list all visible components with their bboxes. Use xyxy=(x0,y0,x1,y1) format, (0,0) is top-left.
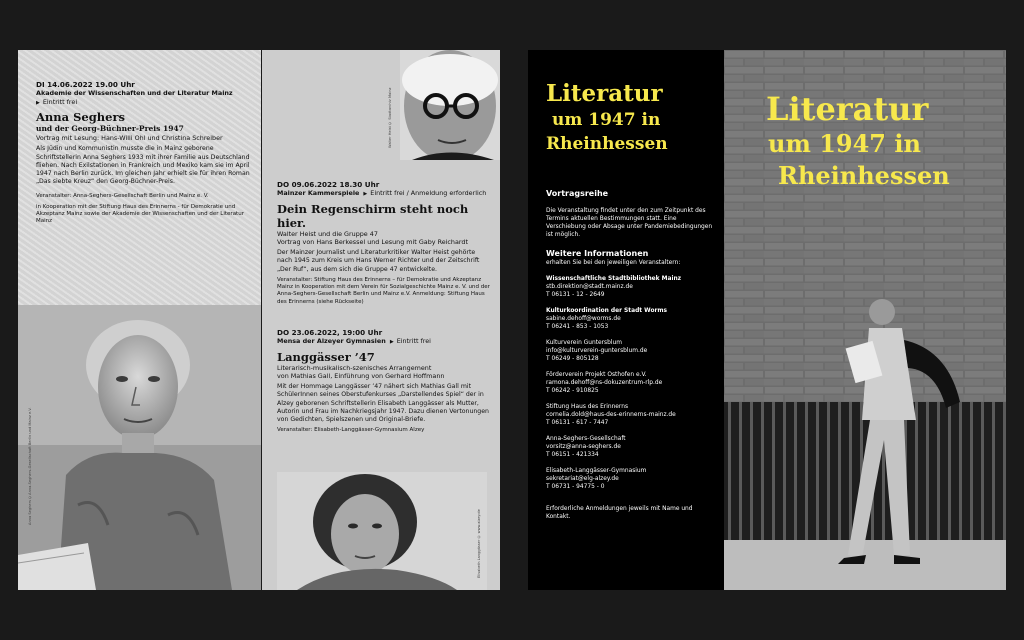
contact-email[interactable]: info@kulturverein-guntersblum.de xyxy=(546,348,648,354)
contact-phone: T 06131 - 12 - 2649 xyxy=(546,292,605,298)
series-heading: Vortragsreihe xyxy=(546,189,609,198)
event-description: Mit der Hommage Langgässer ’47 nähert sich Mathias Gall mit SchülerInnen seines Oberstufenkurses „Darstellendes Spiel“ der in Alzey geborenen Schriftstellerin Elisabeth Langgässer als Mutter, Autorin und Frau im Nachkriegsjahr 1947. Dazu dienen Vertonungen von Gedichten, Spielszenen und Original-Briefe. xyxy=(277,383,489,423)
contact-name: Stiftung Haus des Erinnerns xyxy=(546,404,629,410)
event-organizer: Veranstalter: Anna-Seghers-Gesellschaft Berlin und Mainz e. V. xyxy=(36,193,209,200)
portrait-woman-image xyxy=(18,305,261,590)
event-title: Langgässer ’47 xyxy=(277,349,375,364)
contact-entry xyxy=(546,371,714,395)
event-organizer: Veranstalter: Elisabeth-Langgässer-Gymnasium Alzey xyxy=(277,427,425,434)
anna-seghers-photo xyxy=(18,305,261,590)
title-line-2: um 1947 in xyxy=(768,129,921,158)
registration-note: Erforderliche Anmeldungen jeweils mit Name und Kontakt. xyxy=(546,506,693,520)
triangle-right-icon: ▶ xyxy=(36,99,40,106)
panel-info xyxy=(528,50,724,590)
event-venue-line: Mainzer Kammerspiele ▶ Eintritt frei / Anmeldung erforderlich xyxy=(277,189,487,197)
contact-phone: T 06249 - 805128 xyxy=(546,356,599,362)
event-venue-line: Mensa der Alzeyer Gymnasien ▶ Eintritt frei xyxy=(277,337,431,345)
contact-name: Förderverein Projekt Osthofen e.V. xyxy=(546,372,647,378)
portrait-man-glasses-image xyxy=(262,50,500,160)
info-heading: Weitere Informationen xyxy=(546,249,649,258)
contact-email[interactable]: sabine.dehoff@worms.de xyxy=(546,316,621,322)
contact-entry xyxy=(546,275,714,299)
event-title: Dein Regenschirm steht noch hier. xyxy=(277,201,469,230)
contact-email[interactable]: vorsitz@anna-seghers.de xyxy=(546,444,621,450)
contact-entry xyxy=(546,307,714,331)
contact-entry xyxy=(546,403,714,427)
contact-list xyxy=(546,275,714,491)
event-description: Der Mainzer Journalist und Literaturkritiker Walter Heist gehörte nach 1945 zum Kreis um Hans Werner Richter und der Zeitschrift „Der Ruf“, aus dem sich die Gruppe 47 entwickelte. xyxy=(277,249,480,273)
contact-phone: T 06242 - 910825 xyxy=(546,388,599,394)
event-description: Als Jüdin und Kommunistin musste die in Mainz geborene Schriftstellerin Anna Seghers 1933 mit ihrer Familie aus Deutschland fliehen. Nach Exilstationen in Frankreich und Mexiko kam sie im April 1947 nach Berlin zurück. Im gleichen Jahr erhielt sie für ihren Roman „Das siebte Kreuz“ den Georg-Büchner-Preis. xyxy=(36,145,250,186)
info-block xyxy=(546,189,714,521)
event-organizer: Veranstalter: Stiftung Haus des Erinnerns – für Demokratie und Akzeptanz Mainz in Kooperation mit dem Verein für Sozialgeschichte Mainz e. V. und der Anna-Seghers-Gesellschaft Berlin und Mainz e.V. Anmeldung: Stiftung Haus des Erinnerns (siehe Rückseite) xyxy=(277,276,490,305)
contact-phone: T 06241 - 853 - 1053 xyxy=(546,324,609,330)
event-regenschirm xyxy=(277,180,492,306)
contact-entry xyxy=(546,435,714,459)
event-format: Vortrag mit Lesung: Hans-Willi Ohl und Christina Schreiber xyxy=(36,134,223,142)
contact-email[interactable]: cornelia.dold@haus-des-erinnerns-mainz.de xyxy=(546,412,676,418)
elisabeth-langgaesser-photo xyxy=(277,472,487,590)
title-line-2: um 1947 in xyxy=(552,110,661,130)
event-anna-seghers xyxy=(36,80,252,226)
walter-heist-photo xyxy=(262,50,500,160)
info-sub: erhalten Sie bei den jeweiligen Veranstaltern: xyxy=(546,260,681,266)
title-line-3: Rheinhessen xyxy=(778,161,950,190)
contact-name: Kulturkoordination der Stadt Worms xyxy=(546,308,668,314)
series-title xyxy=(546,80,668,156)
photo-credit: Elisabeth Langgässer © www.alzey.de xyxy=(477,509,481,578)
panel-anna-seghers xyxy=(18,50,261,590)
contact-name: Elisabeth-Langgässer-Gymnasium xyxy=(546,468,647,474)
event-subtitle: und der Georg-Büchner-Preis 1947 xyxy=(36,124,184,133)
contact-name: Wissenschaftliche Stadtbibliothek Mainz xyxy=(546,276,682,282)
contact-email[interactable]: sekretariat@elg-alzey.de xyxy=(546,476,619,482)
triangle-right-icon: ▶ xyxy=(389,339,394,345)
contact-phone: T 06131 - 617 - 7447 xyxy=(546,420,609,426)
contact-phone: T 06731 - 94775 - 0 xyxy=(546,484,605,490)
event-subtitle: Literarisch-musikalisch-szenisches Arrangement xyxy=(277,363,432,372)
contact-name: Kulturverein Guntersblum xyxy=(546,340,622,346)
event-cooperation: in Kooperation mit der Stiftung Haus des Erinnerns - für Demokratie und Akzeptanz Mainz sowie der Akademie der Wissenschaften und der Literatur Mainz xyxy=(36,203,244,225)
event-date: DI 14.06.2022 19.00 Uhr xyxy=(36,80,135,89)
series-text: Die Veranstaltung findet unter den zum Zeitpunkt des Termins aktuellen Bestimmungen statt. Eine Verschiebung oder Absage unter Pandemiebedingungen ist möglich. xyxy=(546,208,713,238)
event-format: Vortrag von Hans Berkessel und Lesung mit Gaby Reichardt xyxy=(277,237,468,246)
admission-note: ▶ Eintritt frei xyxy=(36,97,78,106)
title-line-1: Literatur xyxy=(766,90,929,128)
event-title: Anna Seghers xyxy=(36,110,125,124)
contact-entry xyxy=(546,339,714,363)
title-line-1: Literatur xyxy=(546,80,663,107)
triangle-right-icon: ▶ xyxy=(363,191,368,197)
event-langgaesser xyxy=(277,328,492,434)
cover-title xyxy=(766,90,950,192)
event-venue: Akademie der Wissenschaften und der Literatur Mainz xyxy=(36,89,233,97)
panel-cover xyxy=(724,50,1006,590)
contact-email[interactable]: stb.direktion@stadt.mainz.de xyxy=(546,284,633,290)
event-date: DO 23.06.2022, 19:00 Uhr xyxy=(277,328,383,337)
contact-entry xyxy=(546,467,714,491)
contact-email[interactable]: ramona.dehoff@ns-dokuzentrum-rlp.de xyxy=(546,380,663,386)
title-line-3: Rheinhessen xyxy=(546,134,668,154)
portrait-woman-image xyxy=(277,472,487,590)
event-subtitle: Walter Heist und die Gruppe 47 xyxy=(277,229,378,238)
panel-events xyxy=(262,50,500,590)
contact-phone: T 06151 - 421334 xyxy=(546,452,599,458)
event-format: von Mathias Gall, Einführung von Gerhard Hoffmann xyxy=(277,371,445,380)
contact-name: Anna-Seghers-Gesellschaft xyxy=(546,436,626,442)
photo-credit: Walter Heist © Stadtarchiv Mainz xyxy=(388,87,392,148)
photo-credit: Anna Seghers ©Anna-Seghers-Gesellschaft Berlin und Mainz e.V. xyxy=(28,407,32,525)
event-date: DO 09.06.2022 18.30 Uhr xyxy=(277,180,380,189)
